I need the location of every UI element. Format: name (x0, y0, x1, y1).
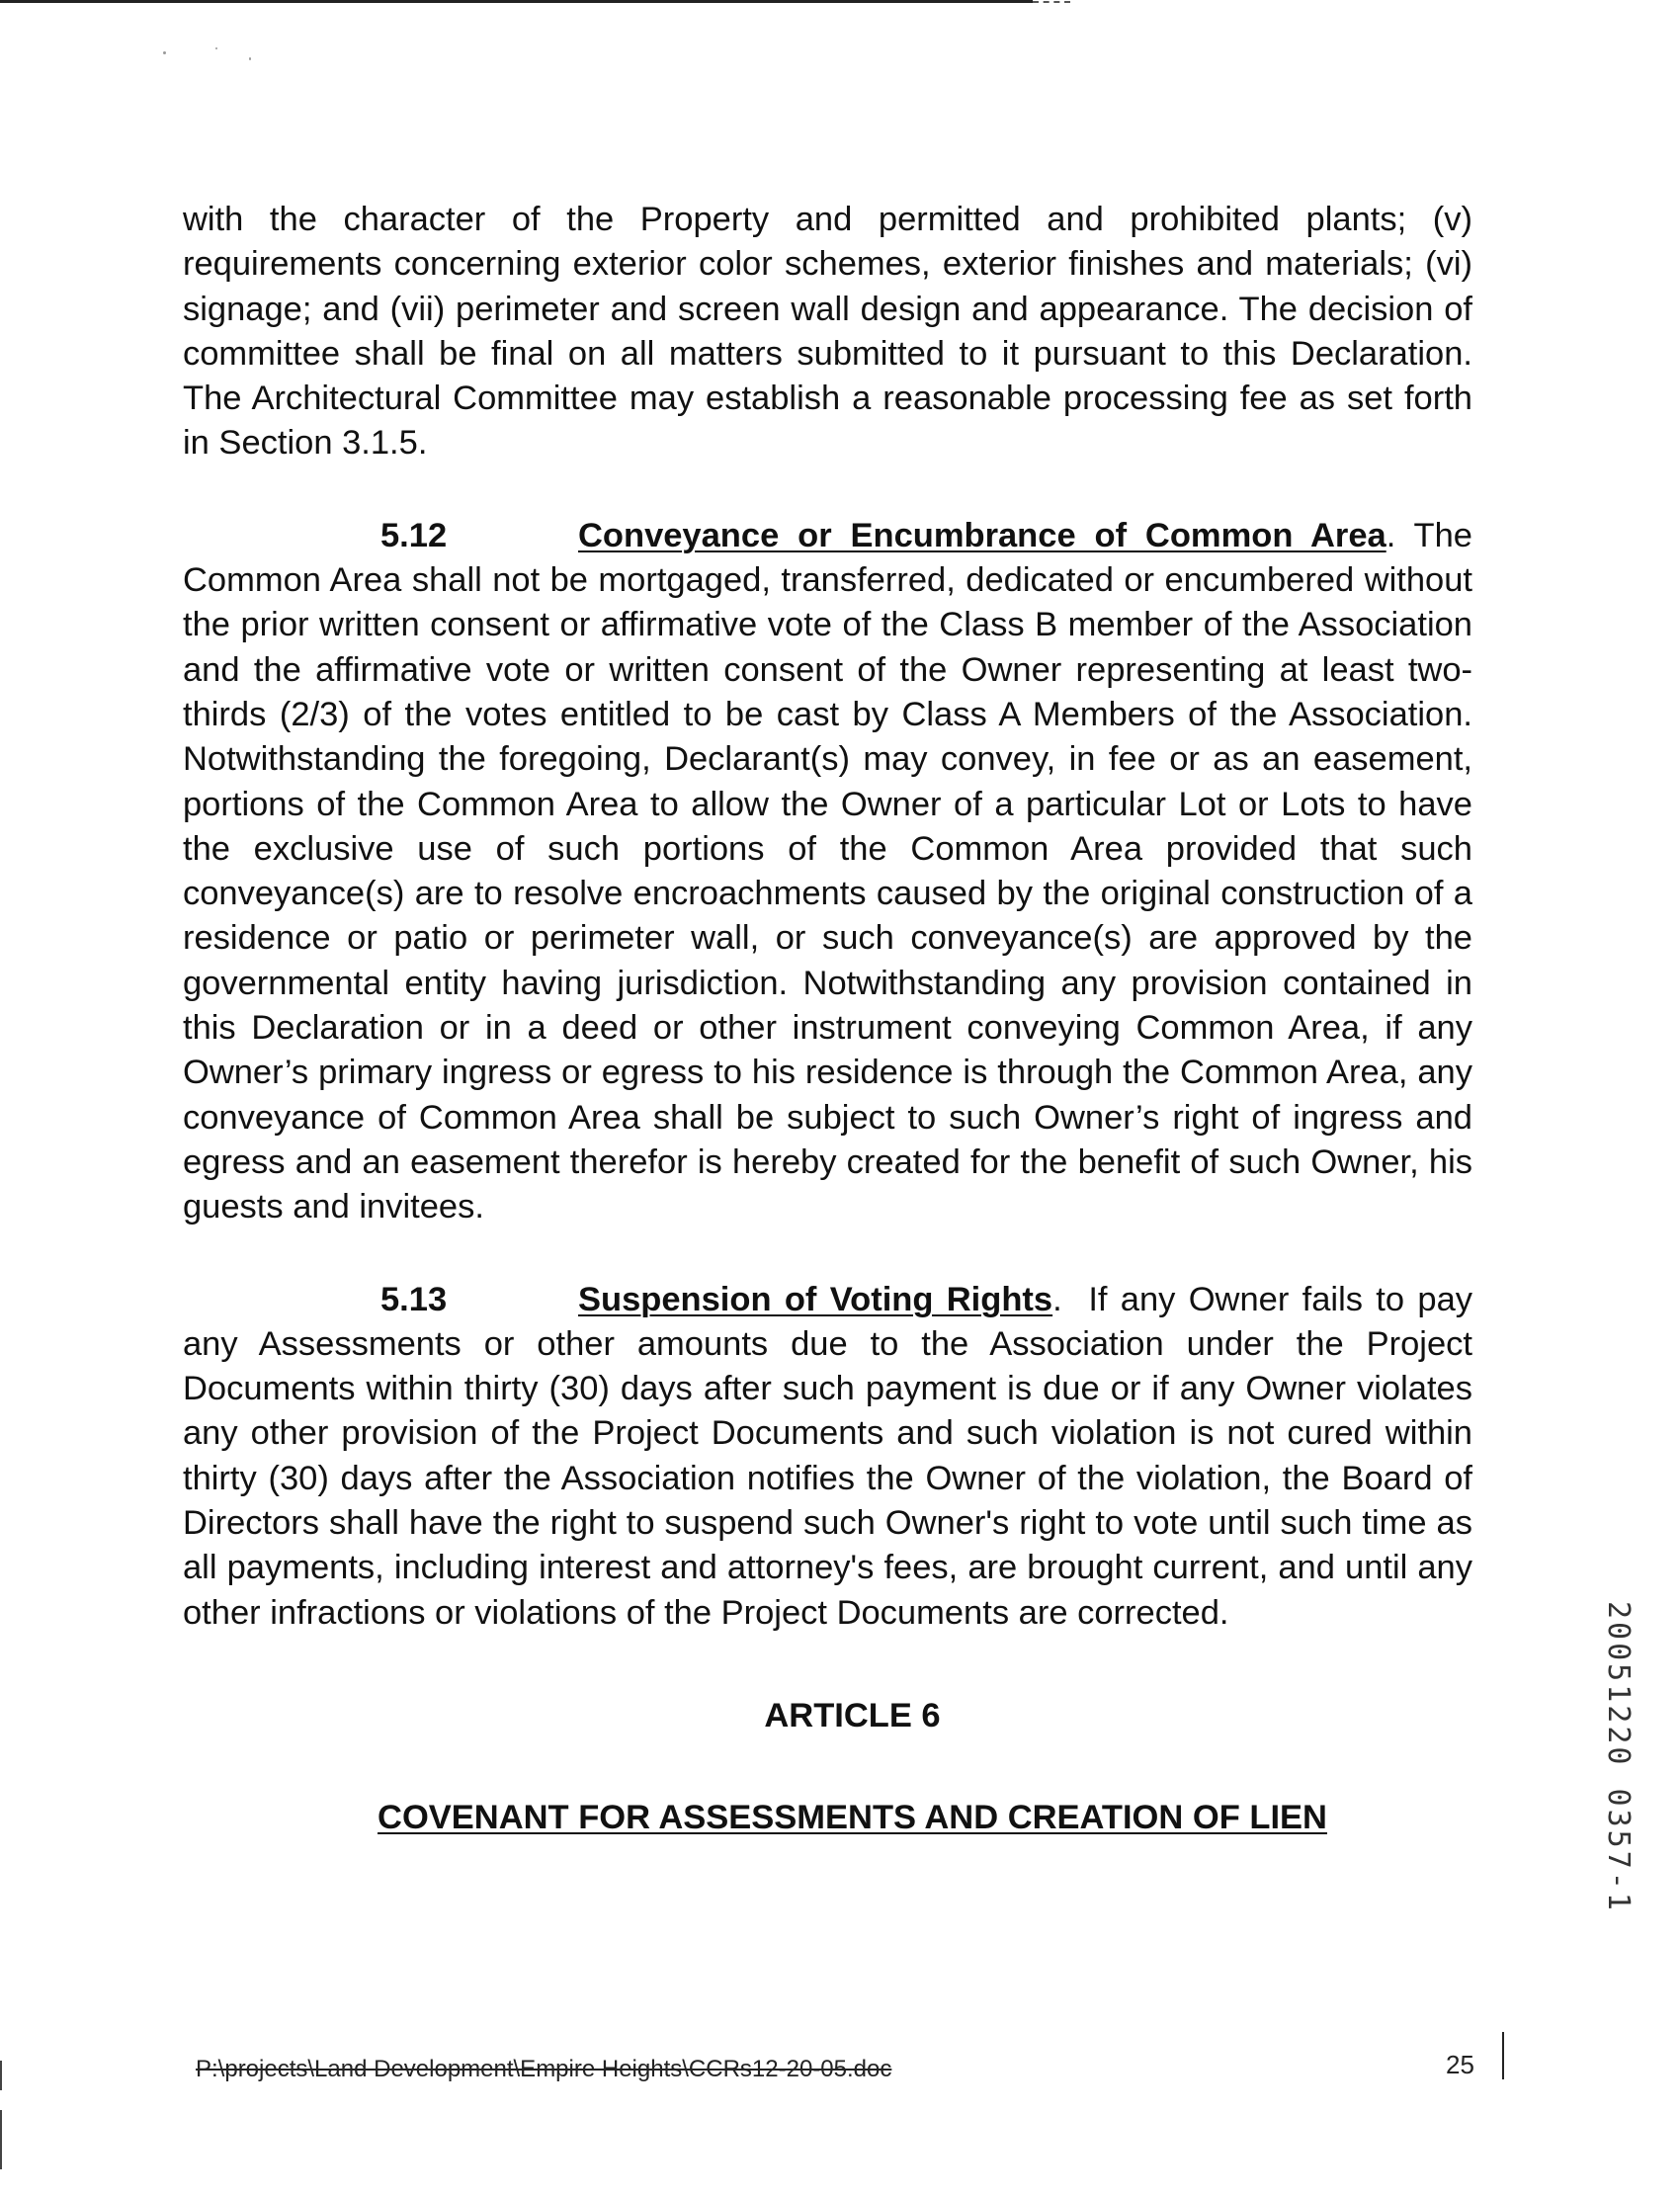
section-title: Suspension of Voting Rights (578, 1280, 1053, 1318)
section-title-punct: . (1052, 1280, 1062, 1318)
section-number: 5.13 (380, 1280, 448, 1318)
page-number: 25 (1446, 2050, 1474, 2079)
left-margin-mark (0, 2110, 2, 2169)
scan-speck (215, 47, 217, 49)
scan-speck (163, 51, 166, 54)
scan-speck (249, 57, 251, 60)
section-title: Conveyance or Encumbrance of Common Area (578, 516, 1386, 554)
section-body: The Common Area shall not be mortgaged, transferred, dedicated or encumbered without the prior written consent or affirmative vote of the Class B member of the Association and the affirmative vote or written consent of the Owner representing at least two-thirds (2/3) of the votes entitled to be cast by Class A Members of the Association. Notwithstanding the foregoing, Declarant(s) may convey, in fee or as an easement, portions of the Common Area to allow the Owner of a particular Lot or Lots to have the exclusive use of such portions of the Common Area provided that such conveyance(s) are to resolve encroachments caused by the original construction of a residence or patio or perimeter wall, or such conveyance(s) are approved by the governmental entity having jurisdiction. Notwithstanding any provision contained in this Declaration or in a deed or other instrument conveying Common Area, if any Owner’s primary ingress or egress to his residence is through the Common Area, any conveyance of Common Area shall be subject to such Owner’s right of ingress and egress and an easement therefor is hereby created for the benefit of such Owner, his guests and invitees. (183, 516, 1472, 1226)
section-title-punct: . (1386, 516, 1396, 554)
section-5-13 (183, 1278, 1472, 1636)
article-number: ARTICLE 6 (764, 1696, 941, 1734)
section-body: If any Owner fails to pay any Assessments or other amounts due to the Association under the Project Documents within thirty (30) days after such payment is due or if any Owner violates any other provision of the Project Documents and such violation is not cured within thirty (30) days after the Association notifies the Owner of the violation, the Board of Directors shall have the right to suspend such Owner's right to vote until such time as all payments, including interest and attorney's fees, are brought current, and until any other infractions or violations of the Project Documents are corrected. (183, 1280, 1473, 1632)
section-5-12 (183, 514, 1472, 1230)
document-page (183, 198, 1472, 1837)
article-title: COVENANT FOR ASSESSMENTS AND CREATION OF LIEN (378, 1798, 1327, 1836)
paragraph-spacer (183, 1230, 1472, 1278)
paragraph-spacer (183, 466, 1472, 514)
left-margin-mark (0, 2061, 2, 2090)
section-number: 5.12 (380, 516, 448, 554)
page-number-bar (1502, 2032, 1504, 2079)
scan-top-rule (0, 0, 1033, 3)
scan-top-rule-dash (1033, 1, 1070, 3)
footer-file-path: P:\projects\Land Development\Empire Heights\CCRs12-20-05.doc (196, 2056, 892, 2082)
recording-stamp-text: 20051220 0357-1 (1601, 1601, 1636, 1913)
intro-paragraph: with the character of the Property and permitted and prohibited plants; (v) requirements concerning exterior color schemes, exterior finishes and materials; (vi) signage; and (vii) perimeter and screen wall design and appearance. The decision of committee shall be final on all matters submitted to it pursuant to this Declaration. The Architectural Committee may establish a reasonable processing fee as set forth in Section 3.1.5. (183, 201, 1472, 463)
